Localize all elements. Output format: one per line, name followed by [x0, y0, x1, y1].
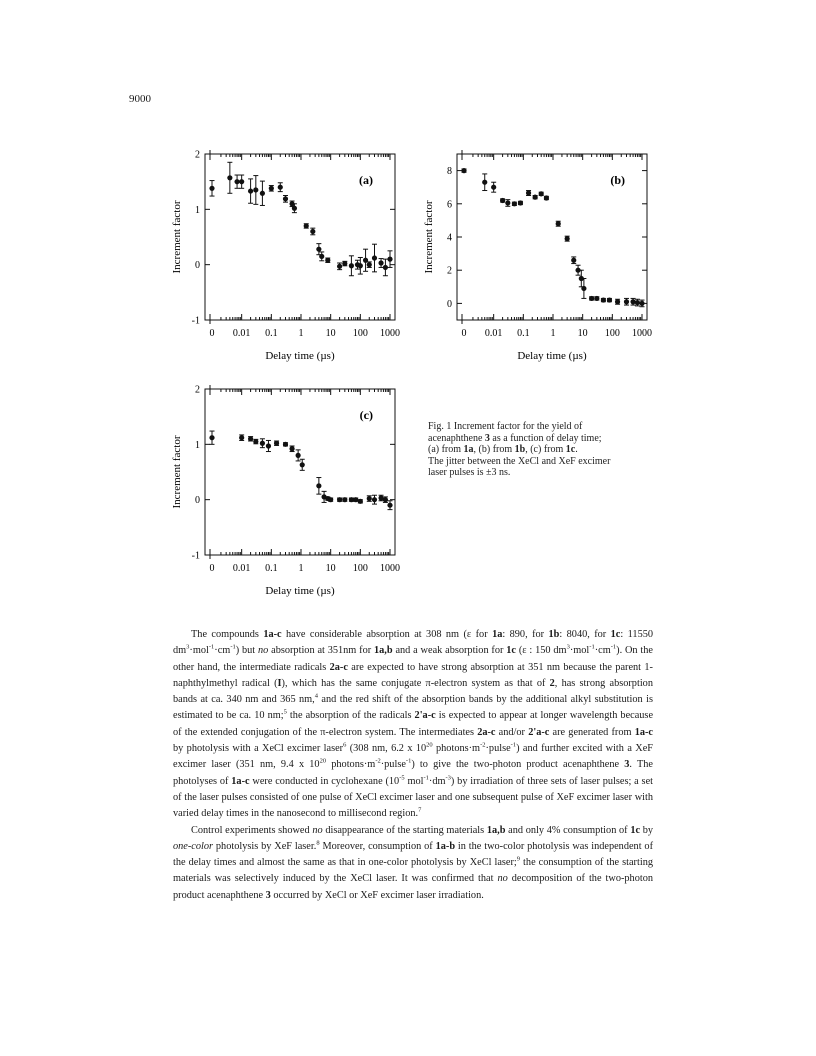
x-tick-label: 10	[325, 563, 336, 574]
data-point	[615, 299, 620, 304]
paragraph-1	[173, 627, 653, 823]
text-run: decomposition of the two-photon product acenaphthene	[173, 873, 653, 901]
compound-ref: 1a,b	[486, 824, 506, 836]
compound-ref: 1c	[506, 645, 516, 657]
panel-label: (b)	[610, 173, 625, 187]
data-point	[565, 236, 570, 241]
text-run: and the red shift of the absorption bands by the additional alkyl substitution is estimated to be ca. 10 nm;	[173, 694, 653, 722]
x-tick-label: 0.01	[232, 328, 251, 339]
text-run: is expected to appear at longer wavelength because of the extended conjugation of the π-electron system. The intermediates	[173, 710, 654, 738]
text-run: The compounds	[191, 629, 264, 640]
compound-ref: 1a	[492, 629, 503, 640]
emphasis: one-color	[173, 840, 214, 852]
data-point	[296, 453, 301, 458]
text-run: . The photolyses of	[173, 759, 653, 787]
text-run: the consumption of the starting materials was selectively induced by the XeCl laser. It was confirmed that	[173, 857, 653, 885]
compound-ref: 1c	[565, 444, 576, 456]
page-number: 9000	[129, 93, 151, 105]
superscript: -1	[405, 757, 412, 765]
data-point	[278, 185, 283, 190]
data-point	[260, 191, 265, 196]
caption-text: .	[575, 444, 578, 456]
data-point	[383, 265, 388, 270]
compound-ref: 1c	[630, 824, 641, 836]
reference-superscript: 9	[516, 855, 521, 863]
text-run: and only 4% consumption of	[505, 824, 631, 836]
data-point	[571, 258, 576, 263]
data-point	[227, 175, 232, 180]
compound-ref: 1a-c	[634, 726, 653, 738]
text-run: and a weak absorption for	[392, 645, 507, 657]
data-point	[337, 497, 342, 502]
data-point	[505, 200, 510, 205]
x-axis-label: Delay time (µs)	[265, 350, 335, 362]
compound-ref: 3	[484, 432, 490, 444]
data-point	[253, 439, 258, 444]
text-run: are generated from	[549, 726, 635, 738]
data-point	[304, 223, 309, 228]
superscript: -2	[480, 741, 486, 749]
data-point	[639, 301, 644, 306]
text-run: (308 nm, 6.2 x 10	[346, 743, 427, 755]
superscript: 20	[426, 741, 433, 749]
caption-line	[428, 433, 678, 445]
compound-ref: 1b	[548, 629, 560, 640]
data-point	[630, 299, 635, 304]
x-tick-label: 0	[461, 328, 467, 339]
y-tick-label: 1	[195, 439, 200, 451]
text-run: have considerable absorption at 308 nm (ε for	[281, 629, 493, 640]
data-point	[601, 297, 606, 302]
data-point	[367, 262, 372, 267]
x-tick-label: 0	[209, 563, 215, 574]
data-point	[556, 221, 561, 226]
y-tick-label: 4	[447, 232, 452, 244]
x-axis-label: Delay time (µs)	[517, 350, 587, 362]
compound-ref: 2'a-c	[528, 726, 550, 738]
text-run: (ε : 150 dm	[516, 645, 567, 657]
data-point	[325, 258, 330, 263]
data-point	[342, 261, 347, 266]
compound-ref: 3	[265, 889, 271, 901]
y-tick-label: 6	[447, 199, 452, 211]
caption-line: Fig. 1 Increment factor for the yield of	[428, 421, 583, 432]
compound-ref: 2	[549, 677, 555, 689]
x-tick-label: 0.01	[232, 563, 251, 574]
caption-text: (a) from	[428, 444, 464, 456]
text-run: in the two-color photolysis was independent of the delay times and almost the same as that in one-color photolysis by XeCl laser;	[173, 840, 653, 869]
y-tick-label: 0	[195, 495, 200, 507]
caption-text: as a function of delay time;	[489, 432, 602, 444]
superscript: -1	[589, 643, 595, 651]
data-point	[482, 180, 487, 185]
reference-superscript: 4	[314, 692, 318, 700]
text-run: photolysis by XeF laser.	[213, 840, 317, 852]
data-point	[209, 435, 214, 440]
superscript: 3	[186, 643, 190, 651]
superscript: -1	[208, 643, 215, 651]
compound-ref: 3	[624, 759, 630, 771]
superscript: -5	[399, 774, 405, 782]
y-tick-label: 1	[195, 204, 200, 216]
y-tick-label: 8	[447, 166, 452, 178]
compound-ref: 1a,b	[374, 645, 393, 657]
x-tick-label: 1000	[632, 328, 652, 339]
text-run: : 890, for	[502, 629, 549, 640]
data-point	[316, 247, 321, 252]
data-point	[372, 497, 377, 502]
x-tick-label: 10	[325, 328, 336, 339]
compound-ref: 2'a-c	[414, 710, 436, 722]
data-point	[581, 286, 586, 291]
data-point	[234, 179, 239, 184]
superscript: -1	[423, 774, 429, 782]
reference-superscript: 6	[343, 741, 347, 749]
data-point	[372, 255, 377, 260]
compound-ref: 1c	[610, 629, 621, 640]
data-point	[328, 497, 333, 502]
data-point	[300, 462, 305, 467]
text-run: disappearance of the starting materials	[322, 824, 487, 836]
data-point	[274, 441, 279, 446]
data-point	[387, 257, 392, 262]
x-tick-label: 1	[298, 563, 304, 574]
y-tick-label: 2	[447, 265, 452, 277]
superscript: -1	[610, 643, 617, 651]
text-run: by	[640, 824, 654, 836]
data-point	[269, 186, 274, 191]
data-point	[387, 503, 392, 508]
text-run: ·pulse	[380, 759, 406, 771]
x-tick-label: 100	[352, 563, 368, 574]
data-point	[248, 436, 253, 441]
compound-ref: I	[277, 677, 282, 689]
caption-text: , (b) from	[473, 444, 515, 456]
data-point	[491, 185, 496, 190]
text-run: were conducted in cyclohexane (10	[249, 775, 400, 787]
data-point	[378, 260, 383, 265]
text-run: occurred by XeCl or XeF excimer laser irradiation.	[270, 889, 484, 901]
text-run: : 8040, for	[559, 629, 611, 640]
y-axis-label: Increment factor	[171, 435, 183, 509]
x-tick-label: 1	[550, 328, 556, 339]
paragraph-2	[173, 823, 653, 904]
y-tick-label: -1	[191, 315, 200, 327]
emphasis: no	[258, 645, 269, 657]
text-run: are expected to have strong absorption at 351 nm because the parent 1-naphthylmethyl radical (	[173, 661, 653, 689]
superscript: -2	[375, 757, 381, 765]
data-point	[367, 496, 372, 501]
x-tick-label: 0	[209, 328, 215, 339]
compound-ref: 1b	[514, 444, 526, 456]
caption-text: acenaphthene	[428, 432, 485, 444]
y-tick-label: -1	[191, 550, 200, 562]
data-point	[239, 435, 244, 440]
data-point	[383, 497, 388, 502]
chart-c	[168, 377, 408, 599]
superscript: 20	[319, 757, 327, 765]
data-point	[624, 299, 629, 304]
data-point	[319, 254, 324, 259]
text-run: ·cm	[214, 645, 231, 657]
data-point	[342, 497, 347, 502]
data-point	[292, 206, 297, 211]
caption-line: laser pulses is ±3 ns.	[428, 467, 511, 479]
data-point	[533, 195, 538, 200]
caption-text: , (c) from	[525, 444, 566, 456]
superscript: -3	[445, 774, 451, 782]
data-point	[283, 442, 288, 447]
y-tick-label: 0	[447, 298, 452, 310]
panel-label: (a)	[359, 173, 373, 187]
superscript: 3	[566, 643, 570, 651]
superscript: -1	[230, 643, 236, 651]
data-point	[594, 296, 599, 301]
text-run: the absorption of the radicals	[286, 710, 415, 722]
x-tick-label: 0.01	[484, 328, 503, 339]
body-text	[173, 627, 653, 904]
x-tick-label: 1000	[380, 328, 400, 339]
data-point	[248, 188, 253, 193]
compound-ref: 1a-c	[231, 775, 250, 787]
data-point	[239, 179, 244, 184]
emphasis: no	[312, 824, 323, 836]
reference-superscript: 5	[283, 709, 287, 717]
text-run: ·cm	[594, 645, 611, 657]
reference-superscript: 7	[418, 806, 422, 814]
y-tick-label: 2	[195, 384, 200, 396]
x-tick-label: 1000	[380, 563, 400, 574]
reference-superscript: 8	[316, 839, 320, 847]
data-point	[544, 195, 549, 200]
x-tick-label: 100	[352, 328, 368, 339]
x-tick-label: 0.1	[265, 328, 278, 339]
x-axis-label: Delay time (µs)	[265, 585, 335, 597]
data-point	[316, 483, 321, 488]
data-point	[209, 186, 214, 191]
y-axis-label: Increment factor	[171, 200, 183, 274]
panel-label: (c)	[359, 408, 373, 422]
data-point	[518, 200, 523, 205]
data-point	[337, 264, 342, 269]
data-point	[512, 201, 517, 206]
text-run: and/or	[495, 726, 529, 738]
text-run: ·dm	[428, 775, 446, 787]
data-point	[260, 441, 265, 446]
x-tick-label: 0.1	[517, 328, 530, 339]
compound-ref: 2a-c	[329, 661, 348, 673]
text-run: by photolysis with a XeCl excimer laser	[173, 743, 344, 755]
y-axis-label: Increment factor	[423, 200, 435, 274]
caption-line: The jitter between the XeCl and XeF excimer	[428, 455, 611, 467]
text-run: ) by irradiation of three sets of laser pulses; a set of the laser pulses consisted of one pulse of XeCl excimer laser and one subsequent pulse of XeF excimer laser with varied delay times in the nanosecond to millisecond region.	[173, 775, 653, 820]
data-point	[461, 168, 466, 173]
x-tick-label: 1	[298, 328, 304, 339]
text-run: ) to give the two-photon product acenaphthene	[411, 759, 625, 771]
text-run: photons·m	[432, 743, 481, 755]
data-point	[539, 191, 544, 196]
text-run: ·mol	[569, 645, 590, 657]
data-point	[526, 190, 531, 195]
text-run: photons·m	[326, 759, 376, 771]
data-point	[589, 296, 594, 301]
data-point	[310, 229, 315, 234]
text-run: Control experiments showed	[191, 824, 313, 836]
text-run: : 11550 dm	[173, 629, 654, 657]
text-run: ) but	[235, 645, 258, 657]
text-run: ), which has the same conjugate π-electron system as that of	[281, 677, 550, 689]
data-point	[358, 499, 363, 504]
data-point	[266, 443, 271, 448]
data-point	[353, 497, 358, 502]
compound-ref: 2a-c	[477, 726, 496, 738]
data-point	[607, 297, 612, 302]
x-tick-label: 0.1	[265, 563, 278, 574]
emphasis: no	[497, 873, 508, 885]
chart-a	[168, 142, 408, 364]
caption-line	[428, 444, 678, 456]
text-run: ). On the other hand, the intermediate radicals	[173, 645, 653, 673]
y-tick-label: 0	[195, 260, 200, 272]
figure-caption	[428, 421, 678, 479]
data-point	[253, 187, 258, 192]
text-run: ·mol	[189, 645, 209, 657]
data-point	[635, 300, 640, 305]
text-run: ) and further excited with a XeF excimer laser (351 nm, 9.4 x 10	[173, 743, 653, 771]
chart-b	[420, 142, 660, 364]
text-run: Moreover, consumption of	[319, 840, 436, 852]
data-point	[358, 263, 363, 268]
text-run: absorption at 351nm for	[268, 645, 374, 657]
text-run: , has strong absorption bands at ca. 340 nm and 365 nm,	[173, 677, 653, 706]
data-point	[289, 446, 294, 451]
y-tick-label: 2	[195, 149, 200, 161]
text-run: ·pulse	[485, 743, 511, 755]
x-tick-label: 10	[577, 328, 588, 339]
data-point	[500, 198, 505, 203]
data-point	[349, 263, 354, 268]
compound-ref: 1a-b	[435, 840, 456, 852]
text-run: mol	[404, 775, 424, 787]
data-point	[283, 196, 288, 201]
superscript: -1	[510, 741, 517, 749]
compound-ref: 1a	[463, 444, 474, 456]
compound-ref: 1a-c	[263, 629, 282, 640]
x-tick-label: 100	[604, 328, 620, 339]
